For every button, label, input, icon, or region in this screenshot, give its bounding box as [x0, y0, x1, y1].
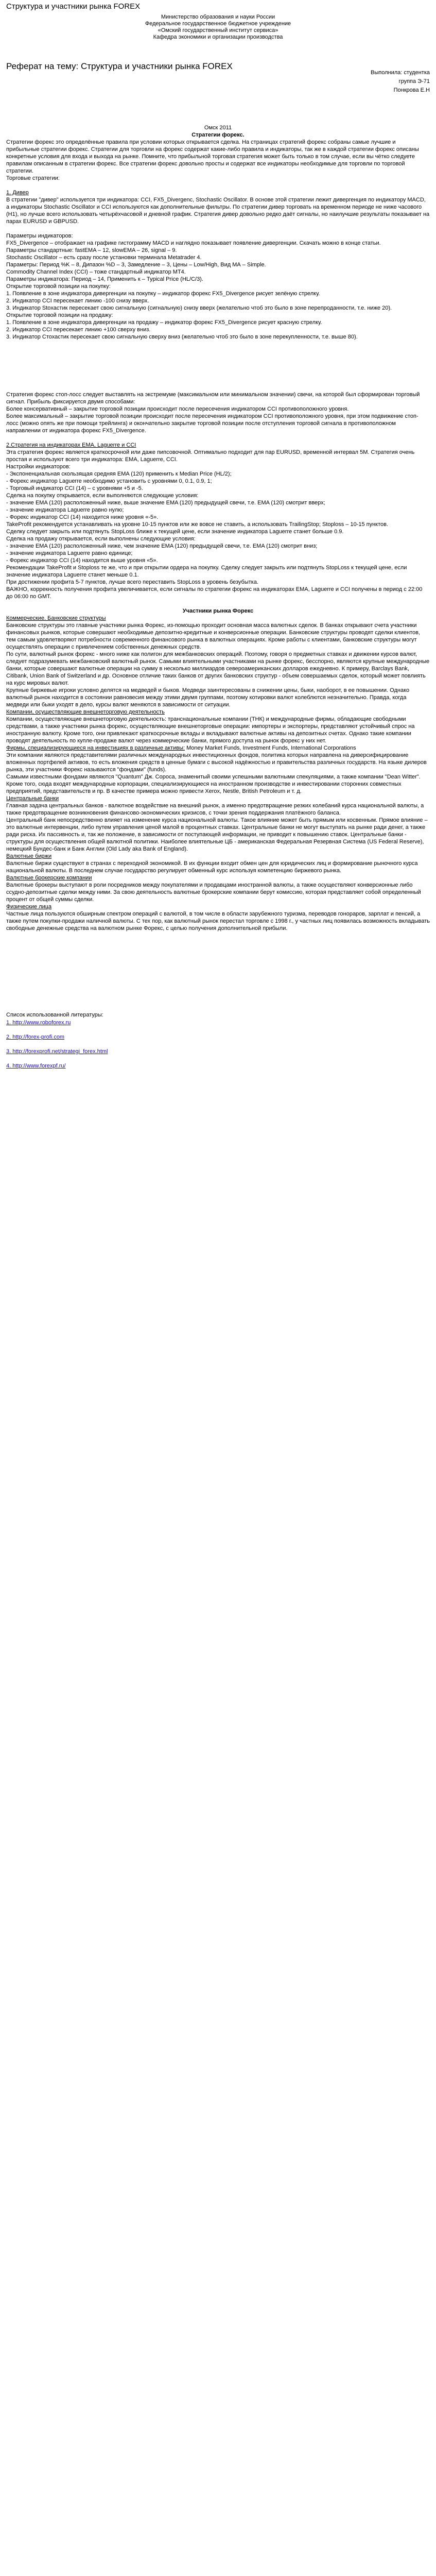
department-line: Кафедра экономики и организации производства: [153, 34, 283, 40]
participant-text: Главная задача центральных банков - валютное воздействие на внешний рынок, а именно предотвращение резких колебаний курса национальной валюты, а также предотвращение возникновения финансово-экономических кризисов, с точки зрения поддержания платёжного баланса.: [6, 803, 424, 816]
strategy-2-line: TakeProfit рекомендуется устанавливать на уровне 10-15 пунктов или же вовсе не ставить, а использовать TrailingStop; Stoploss – 10-15 пунктов.: [6, 521, 389, 528]
strategy-1-line: Параметры стандартные: fastEMA – 12, slowEMA – 26, signal – 9.: [6, 247, 177, 253]
participant-text: Самыми известными фондами являются "Quantum" Дж. Сороса, знаменитый своими успешными валютными спекуляциями, а также компании "Dean Witter". Кроме того, сюда входят международные корпорации, специализирующиеся на иностранном производстве и инвестировании сторонних совместных предприятий, представительств и пр. В качестве примера можно привести Xerox, Nestle, British Petroleum и т. д.: [6, 774, 421, 794]
strategy-2-line: - значение индикатора Laguerre равно нулю;: [6, 507, 124, 513]
participant-text: Валютные брокеры выступают в роли посредников между покупателями и продавцами иностранной валюты, а также осуществляют конверсионные либо ссудно-депозитные сделки между ними. За свою деятельность валютные брокерские компании берут комиссию, которая представляет собой определенный процент от общей суммы сделки.: [6, 882, 421, 903]
strategy-2-line: Эта стратегия форекс является краткосрочной или даже пипсовочной. Оптимально подходит для пар EURUSD, временной интервал 5М. Стратегия очень простая и используют всего три индикатора: EMA, Laguerre, CCI.: [6, 449, 415, 463]
sources-title: Список использованной литературы:: [6, 1012, 103, 1018]
strategy-1-body: [6, 196, 430, 341]
strategy-2-line: - значение EMA (120) расположенный ниже, чем значение EMA (120) предыдущей свечи, т.е. EMA (120) смотрит вниз;: [6, 543, 318, 549]
strategy-2-line: - Экспоненциальная скользящая средняя EMA (120) применить к Median Price (HL/2);: [6, 471, 232, 477]
participant-heading: Компании, осуществляющие внешнеторговую деятельность: [6, 709, 165, 715]
title-page-header: [6, 14, 430, 41]
strategy-2-line: Сделка на покупку открывается, если выполняются следующие условия:: [6, 493, 199, 499]
document-page: [0, 0, 436, 1086]
author-block: [6, 69, 430, 95]
participant-text: Банковские структуры это главные участники рынка Форекс, из-помощью проходит основная масса валютных сделок. В банках открывают счета участники финансовых рынков, которые совершают необходимые депозитно-кредитные и конверсионные операции. Банковские структуры проводят сделки клиентов, тем самым удовлетворяют потребности современного финансового рынка в валютных операциях. Кроме работы с клиентами, банковские структуры могут осуществлять операции с привлечением собственных денежных средств.: [6, 622, 421, 650]
participant-heading: Центральные банки: [6, 795, 59, 802]
strategy-1-line: 2. Индикатор CCI пересекает линию +100 сверху вниз.: [6, 327, 151, 333]
participant-paragraph: [6, 903, 430, 910]
source-link[interactable]: 2. http://forex-profi.com: [6, 1034, 65, 1040]
strategy-2-line: ВАЖНО, коррекность получения профита увеличивается, если сигналы по стратегии форекс на индикаторах EMA, Laguerre и CCI получены в период с 22:00 до 06:00 по GMT.: [6, 586, 423, 600]
participant-text: Компании, осуществляющие внешнеторговую деятельность: транснациональные компании (ТНК) и международные фирмы, обладающие свободными средствами, а также участники рынка форекс, осуществляющие внешнеторговые операции: импортеры и экспортеры, представляют устойчивый спрос на иностранную валюту. Кроме того, они привлекают краткосрочные вклады и вкладывают валютные активы на депозитных счетах. Однако такие компании проводят деятельность по купле-продаже валют через коммерческие банки, прямого доступа на рынок форекс у них нет.: [6, 716, 415, 744]
strategy-1-line: [6, 225, 430, 232]
source-link[interactable]: 1. http://www.roboforex.ru: [6, 1020, 71, 1026]
strategy-2-line: - Форекс индикатор CCI (14) находится ниже уровня «-5».: [6, 514, 159, 520]
strategy-2-line: Сделку следует закрыть или подтянуть StopLoss ближе к текущей цене, если значение индикатора Laguerre станет больше 0.9.: [6, 529, 344, 535]
author-line-1: Выполнила: студентка: [371, 70, 430, 76]
strategy-2-line: Настройки индикаторов:: [6, 464, 71, 470]
participant-paragraph: [6, 853, 430, 860]
participant-paragraph: [6, 708, 430, 716]
participant-paragraph: [6, 817, 430, 853]
institution-line-2: «Омский государственный институт сервиса»: [158, 27, 278, 33]
strategy-2-line: Сделка на продажу открывается, если выполнены следующие условия:: [6, 536, 196, 542]
participant-heading: Коммерческие. Банковские структуры: [6, 615, 106, 621]
strategy-1-line: 1. Появление в зоне индикатора дивергенции на покупку – индикатор форекс FX5_Divergence рисует зелёную стрелку.: [6, 291, 320, 297]
strategy-1-line: Параметры индикаторов:: [6, 233, 73, 239]
participant-text: Валютные биржи существуют в странах с переходной экономикой. В их функции входит обмен цен для юридических лиц и формирование рыночного курса национальной валюты. В последнем случае государство регулирует обменный курс используя компетенцию биржевого рынка.: [6, 860, 418, 874]
participant-text: Частные лица пользуются обширным спектром операций с валютой, в том числе в области зарубежного туризма, переводов гонораров, зарплат и пенсий, а также путем покупки-продажи наличной валюты. С тех пор, как валютный рынок перестал торговле с 1998 г., у частных лиц появилась возможность вкладывать свободные денежные средства на валютном рынке Форекс, с целью получения дополнительной прибыли.: [6, 911, 430, 931]
strategy-1-line: 3. Индикатор Stoхастик пересекает свою сигнальную (сигнальную) снизу вверх (желательно чтоб это было в зоне перепроданности, т.е. ниже 20).: [6, 305, 392, 311]
strategy-1-line: Открытие торговой позиции на покупку:: [6, 283, 111, 290]
strategy-2-line: - Торговый индикатор CCI (14) – с уровнями +5 и -5.: [6, 485, 143, 492]
strategy-1-line: Параметры индикатора: Период – 14, Применить к – Typical Price (HL/C/3).: [6, 276, 203, 282]
participant-paragraph: [6, 622, 430, 651]
participant-text: Крупные биржевые игроки условно делятся на медведей и быков. Медведи заинтересованы в снижении цены, быки, наоборот, в ее повышении. Однако валютный рынок находится в состоянии равновесия между этими двумя группами, поэтому котировки валют колеблются незначительно. Правда, когда медведи или быки уходят в дело, курсы валют меняются в зависимости от ситуации.: [6, 687, 410, 708]
strategy-1-line: 2. Индикатор CCI пересекает линию -100 снизу вверх.: [6, 298, 149, 304]
participants-body: [6, 615, 430, 932]
strategies-intro: Стратегии форекс это определённые правила при условии которых открывается сделка. На страницах стратегий форекс собраны самые лучшие и прибыльные стратегии форекс. Стратегии для торговли на форекс содержат какие-либо правила и индикаторы, так же в каждой стратегии форекс описаны конкретные условия для входа и выхода на рынке. Помните, что прибыльной торговая стратегия может быть только в том случае, если вы чётко следуете правилам описанным в стратегии форекс. Все стратегии форекс довольно просты и содержат все индикаторы необходимые для торговли по торговой стратегии.: [6, 139, 419, 174]
strategies-list-label: Торговые стратегии:: [6, 175, 60, 181]
participant-text: Money Market Funds, Investment Funds, International Corporations: [185, 745, 356, 751]
participant-text: По сути, валютный рынок форекс - много ниже как полигон для межбанковских операций. Поэтому, говоря о предметных ставках и движении курсов валют, следует подразумевать межбанковский валютный рынок. Самыми влиятельными участниками на рынке форекс, бесспорно, являются крупные международные банки, которые совершают валютные операции на сумму в несколько миллиардов североамериканских долларов ежедневно. К примеру, Barclays Bank, Citibank, Union Bank of Switzerland и др. Основное отличие таких банков от других банковских структур - объем совершаемых сделок, который может повлиять на курс мировых валют.: [6, 651, 430, 686]
strategy-2-line: - значение индикатора Laguerre равно единице;: [6, 550, 133, 556]
strategy-2-line: Рекомендации TakeProfit и Stoploss те же, что и при открытии ордера на покупку. Сделку следует закрыть или подтянуть StopLoss к текущей цене, если значение индикатора Laguerre станет меньше 0.1.: [6, 565, 407, 578]
document-content: [6, 131, 430, 1070]
participant-heading: Валютные биржи: [6, 853, 52, 859]
section-title-participants: Участники рынка Форекс: [182, 608, 254, 614]
strategy-2-line: При достижении профита 5-7 пунктов, лучше всего переставить StopLoss в уровень безубытка.: [6, 579, 259, 585]
participant-paragraph: [6, 773, 430, 795]
participant-heading: Фирмы, специализирующиеся на инвестициях в различные активы:: [6, 745, 185, 751]
author-line-2: группа Э-71: [398, 78, 430, 84]
source-link[interactable]: 4. http://www.forexpf.ru/: [6, 1063, 66, 1069]
strategy-1-line: Открытие торговой позиции на продажу:: [6, 312, 113, 318]
section-title-strategies: Стратегии форекс.: [191, 132, 245, 138]
strategy-2-body: [6, 449, 430, 600]
participant-paragraph: [6, 802, 430, 817]
participant-paragraph: [6, 615, 430, 622]
participant-paragraph: [6, 687, 430, 708]
participant-heading: Валютные брокерские компании: [6, 875, 92, 881]
strategy-1-line: 3. Индикатор Стохастик пересекает свою сигнальную сверху вниз (желательно чтоб это было в зоне перекупленности, т.е. выше 80).: [6, 334, 358, 340]
participant-paragraph: [6, 752, 430, 773]
strategy-1-line: В стратегии "дивер" используется три индикатора: CCI, FX5_Divergenc, Stochastic Oscillator. В основе этой стратегии лежит дивергенция по индикатору MACD, а индикаторы Stochastic Oscillator и CCI используются как дополнительные фильтры. По стратегии дивер торговать на временном периоде не ниже часового (H1), но лучше всего использовать четырёхчасовой и дневной график. Стратегия дивер довольно редко даёт сигналы, но наилучшие результаты показывает на парах EURUSD и GBPUSD.: [6, 197, 430, 225]
strategy-2-line: - значение EMA (120) расположенный ниже, выше значение EMA (120) предыдущей свечи, т.е. EMA (120) смотрит вверх;: [6, 500, 325, 506]
strategy-1-exit-rules: [6, 391, 430, 434]
strategy-1-line: FX5_Divergence – отображает на графике гистограмму MACD и наглядно показывает появление дивергенции. Скачать можно в конце статьи.: [6, 240, 381, 246]
strategy-2-line: - Форекс индикатор CCI (14) находится выше уровня «5».: [6, 557, 158, 564]
city-year: Омск 2011: [204, 125, 232, 131]
participant-paragraph: [6, 795, 430, 802]
participant-heading: Физические лица: [6, 904, 52, 910]
participant-paragraph: [6, 716, 430, 744]
strategy-1-exit-line: Более консервативный – закрытие торговой позиции происходит после пересечения индикатором CCI противоположного уровня.: [6, 406, 349, 412]
report-title: Реферат на тему: Структура и участники рынка FOREX: [6, 61, 233, 71]
strategy-2-line: - Форекс индикатор Laguerre необходимо установить с уровнями 0, 0.1, 0.9, 1;: [6, 478, 212, 484]
strategy-1-line: 1. Появление в зоне индикатора дивергенции на продажу – индикатор форекс FX5_Divergence рисует красную стрелку.: [6, 319, 322, 326]
participant-paragraph: [6, 882, 430, 903]
strategy-1-exit-line: Более максимальный – закрытие торговой позиции происходит после пересечения индикатором CCI противоположного уровня, при этом подвижение стоп-лосс (можно опять же при помощи трейлинга) и окончательно закрытие торговой позиции после отступления торговой сигнала в противоположном направлении от индикатора форекс FX5_Divergence.: [6, 413, 418, 434]
participant-paragraph: [6, 874, 430, 882]
source-link[interactable]: 3. http://forexprofi.net/strategi_forex.html: [6, 1048, 108, 1055]
participant-text: Центральный банк непосредственно влияет на изменение курса национальной валюты. Такое влияние может быть прямым или косвенным. Прямое влияние – это валютные интервенции, либо путем управления ценой малой в процентных ставках. Центральные банки не могут выступать на рынке ради денег, а также ради риска. Их пассивность и, так же положение, в зависимости от поступающей информации, не приводит к повышению ставок. Центральные банки - структуры для осуществления общей валютной политики. Наиболее влиятельные ЦБ - американская Федеральная Резервная Система (US Federal Reserve), немецкий Бундес-банк и Банк Англии (Old Lady aka Bank of England).: [6, 817, 428, 852]
document-title: Структура и участники рынка FOREX: [6, 2, 141, 11]
strategy-1-heading: 1. Дивер: [6, 190, 29, 196]
participant-paragraph: [6, 651, 430, 687]
participant-paragraph: [6, 860, 430, 874]
author-line-3: Понкрова Е.Н: [393, 87, 430, 93]
strategy-1-line: Параметры: Период %K – 8, Дипазон %D – 3, Замедление – 3, Цены – Low/High, Вид МА – Simple.: [6, 262, 266, 268]
strategy-1-exit-line: Стратегия форекс стоп-лосс следует выставлять на экстремуме (максимальном или минимальном значении) свечи, на которой был сформирован торговый сигнал. Прибыль фиксируется двумя способами:: [6, 392, 420, 405]
participant-paragraph: [6, 910, 430, 932]
participant-text: Эти компании являются представителями различных международных инвестиционных фондов, политика которых направлена на диверсифицирование вложенных портфелей активов, то есть вложения средств в ценные бумаги с высокой надёжностью и правительства различных государств. На языке дилеров рынка, эти участники Форекс называются "фондами" (funds).: [6, 752, 427, 773]
participant-paragraph: [6, 744, 430, 752]
strategy-1-line: Commodity Channel Index (CCI) – тоже стандартный индикатор МТ4.: [6, 269, 186, 275]
ministry-line: Министерство образования и науки России: [161, 14, 275, 20]
sources-list: [6, 1019, 430, 1070]
strategy-2-heading: 2.Стратегия на индикаторах EMA, Laguerre и CCI: [6, 442, 136, 448]
institution-line-1: Федеральное государственное бюджетное учреждение: [145, 21, 291, 27]
strategy-1-line: Stochastic Oscillator – есть сразу после установки терминала Metatrader 4.: [6, 255, 202, 261]
